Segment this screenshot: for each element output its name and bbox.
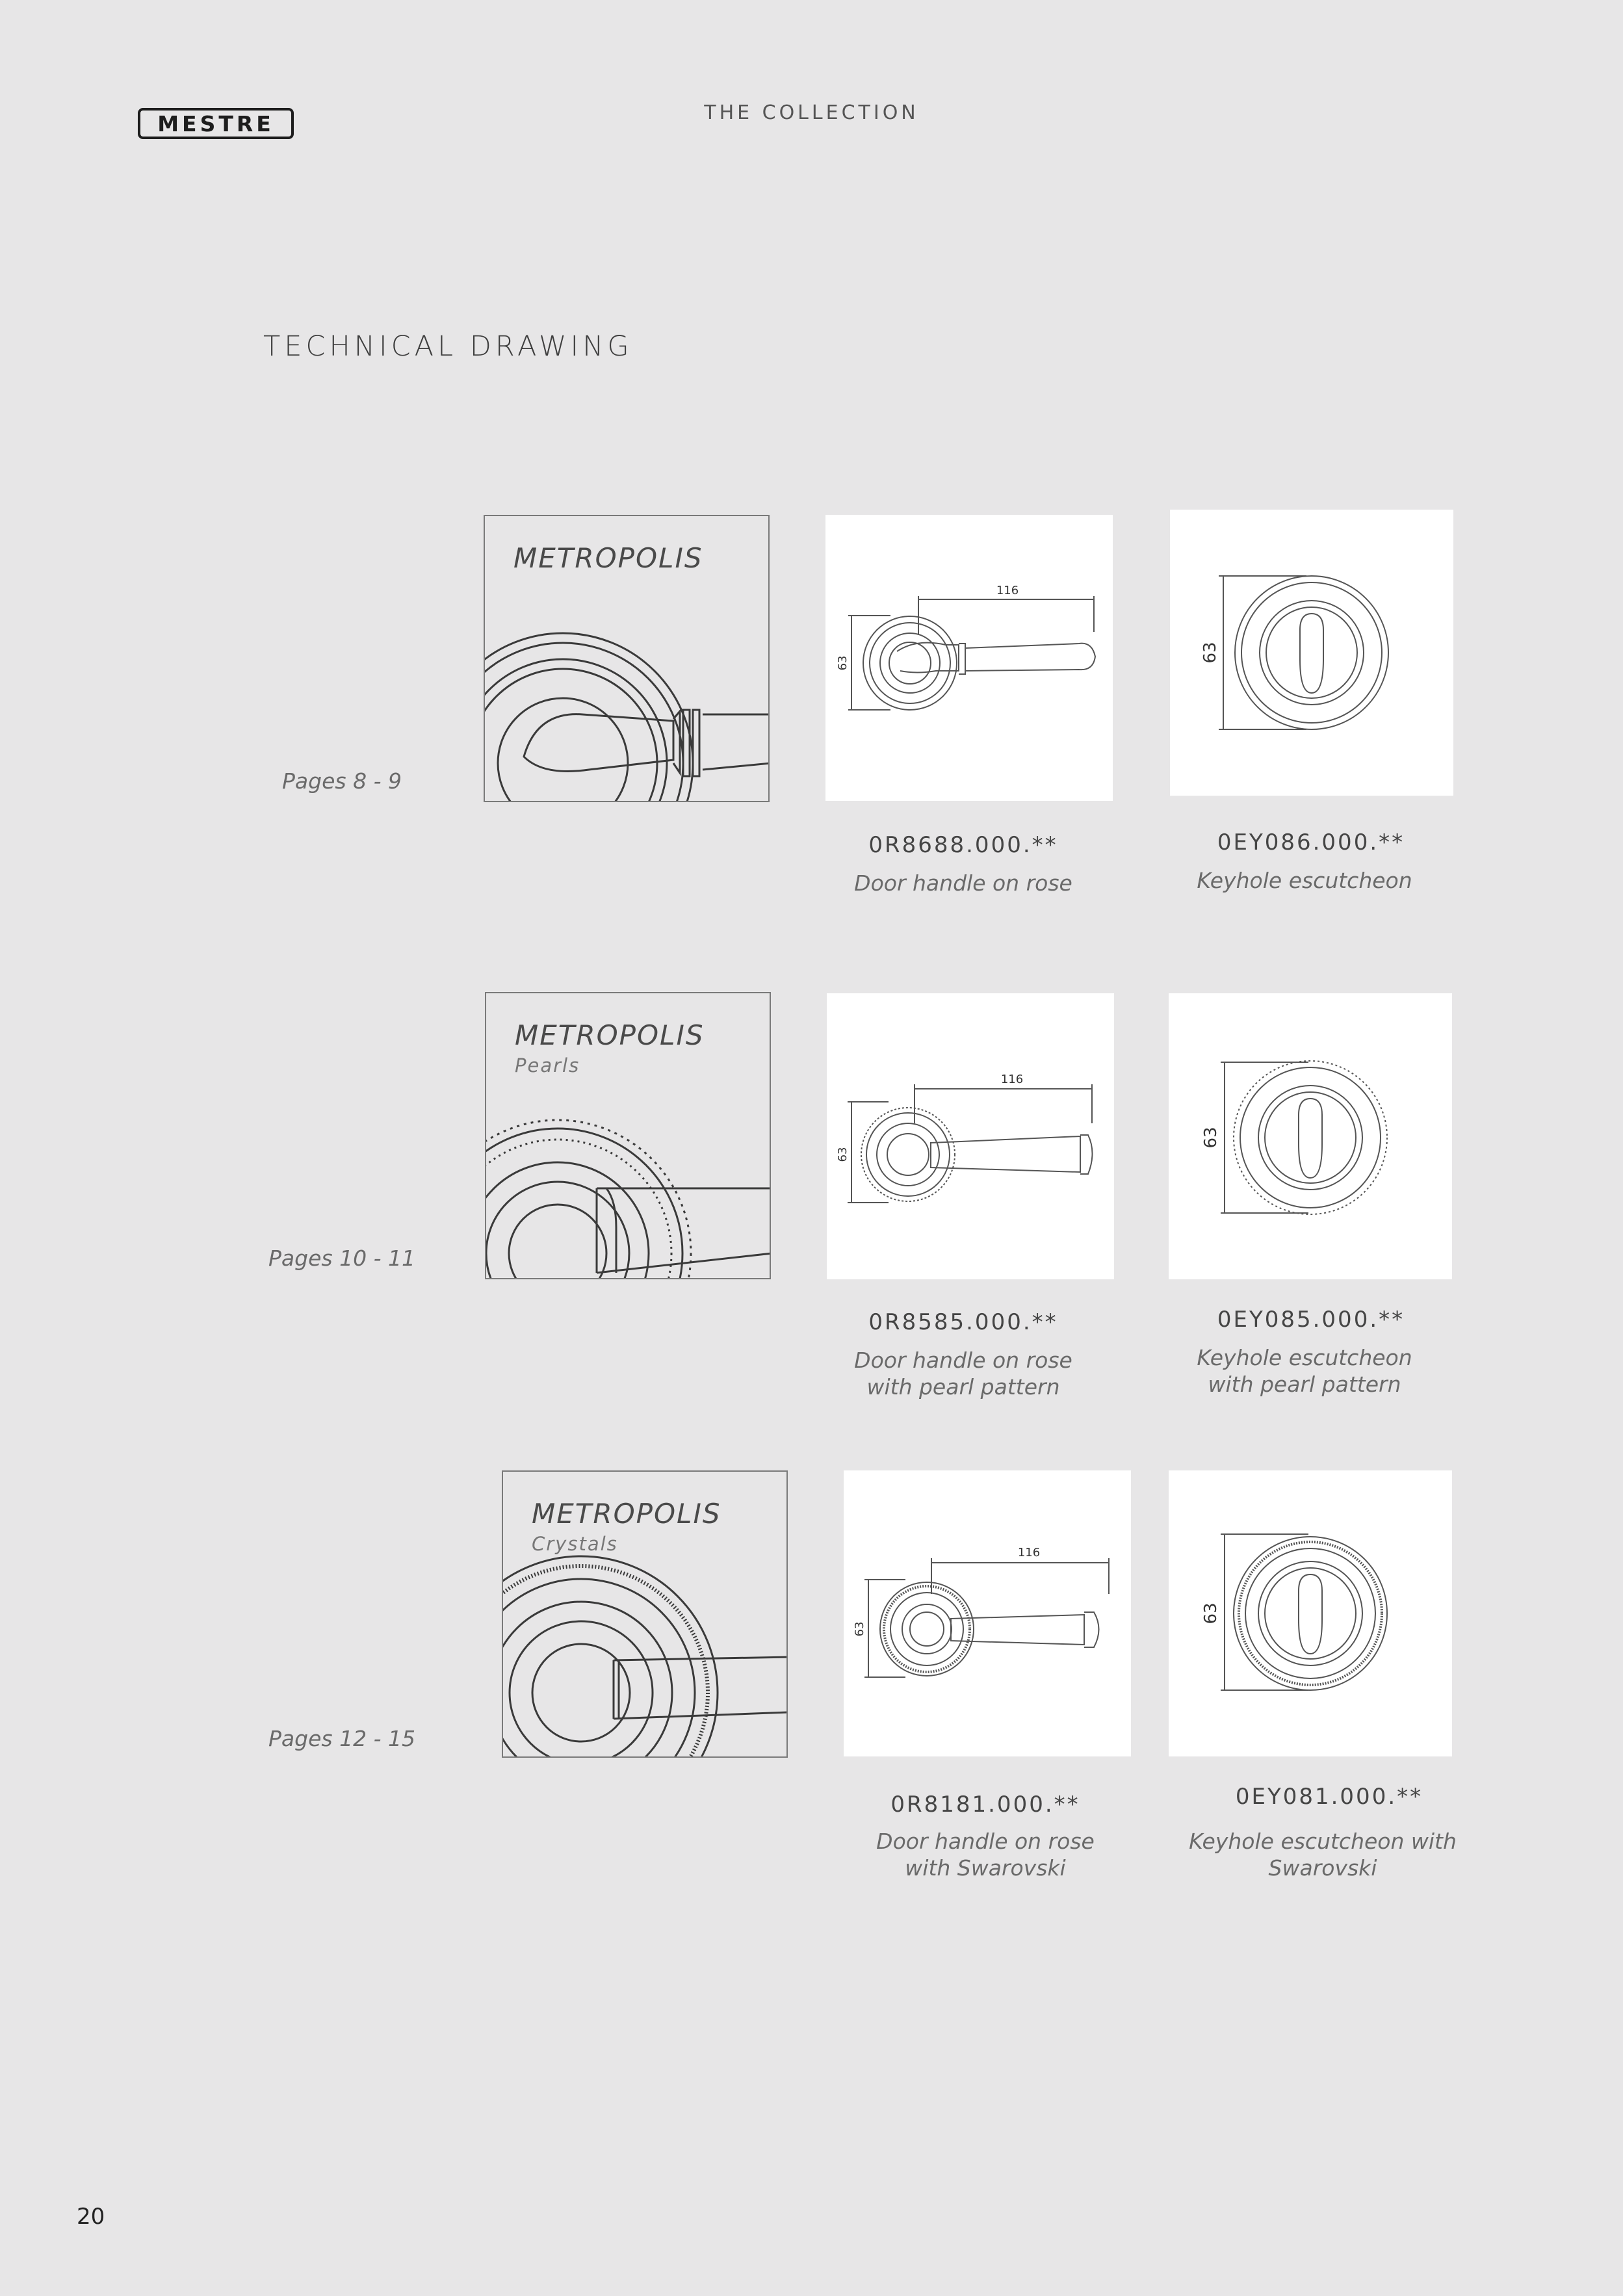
row3-handle-description: Door handle on rose with Swarovski — [876, 1829, 1095, 1881]
page-number: 20 — [77, 2204, 105, 2230]
row2-escutcheon-description: Keyhole escutcheon with pearl pattern — [1197, 1345, 1412, 1397]
rose-dimension-label: 63 — [1201, 642, 1220, 664]
row2-escutcheon-code: 0EY085.000.** — [1217, 1307, 1405, 1333]
rose-dimension-label: 63 — [853, 1621, 866, 1637]
row1-handle-code: 0R8688.000.** — [868, 832, 1058, 858]
section-title: TECHNICAL DRAWING — [263, 330, 633, 363]
length-dimension-label: 116 — [996, 584, 1019, 597]
rose-dimension-label: 63 — [836, 655, 850, 671]
brand-logo: MESTRE — [138, 108, 294, 139]
row2-handle-description: Door handle on rose with pearl pattern — [854, 1348, 1072, 1400]
escutcheon-technical-drawing — [1169, 993, 1452, 1279]
row3-series-variant: Crystals — [532, 1533, 618, 1555]
row1-series-name: METROPOLIS — [513, 542, 703, 574]
rose-dimension-label: 63 — [836, 1147, 850, 1162]
collection-header: THE COLLECTION — [704, 101, 919, 124]
row1-handle-description: Door handle on rose — [854, 870, 1072, 896]
row3-pages-label: Pages 12 - 15 — [268, 1726, 415, 1751]
row2-escutcheon-drawing-card — [1169, 993, 1452, 1279]
row1-pages-label: Pages 8 - 9 — [282, 768, 402, 794]
row2-pages-label: Pages 10 - 11 — [268, 1246, 415, 1271]
row3-series-name: METROPOLIS — [532, 1498, 721, 1530]
length-dimension-label: 116 — [1000, 1073, 1024, 1086]
row2-handle-code: 0R8585.000.** — [868, 1309, 1058, 1335]
row3-handle-code: 0R8181.000.** — [890, 1792, 1080, 1818]
length-dimension-label: 116 — [1017, 1546, 1041, 1559]
escutcheon-technical-drawing — [1169, 1470, 1452, 1756]
row1-series-thumbnail — [484, 515, 770, 802]
row1-escutcheon-description: Keyhole escutcheon — [1197, 868, 1412, 893]
row3-escutcheon-code: 0EY081.000.** — [1235, 1784, 1423, 1810]
row3-series-thumbnail — [502, 1470, 788, 1758]
escutcheon-technical-drawing — [1170, 510, 1453, 796]
row2-series-thumbnail — [485, 992, 771, 1279]
handle-technical-drawing — [825, 515, 1113, 801]
row1-escutcheon-code: 0EY086.000.** — [1217, 829, 1405, 855]
row3-escutcheon-description: Keyhole escutcheon with Swarovski — [1189, 1829, 1457, 1881]
row2-handle-drawing-card — [827, 993, 1114, 1279]
handle-technical-drawing — [844, 1470, 1131, 1756]
row2-series-variant: Pearls — [515, 1054, 580, 1076]
row2-series-name: METROPOLIS — [515, 1019, 705, 1051]
rose-dimension-label: 63 — [1201, 1127, 1221, 1149]
rose-dimension-label: 63 — [1201, 1602, 1221, 1624]
row3-escutcheon-drawing-card — [1169, 1470, 1452, 1756]
handle-technical-drawing — [827, 993, 1114, 1279]
row1-handle-drawing-card — [825, 515, 1113, 801]
row3-handle-drawing-card — [844, 1470, 1131, 1756]
row1-escutcheon-drawing-card — [1170, 510, 1453, 796]
